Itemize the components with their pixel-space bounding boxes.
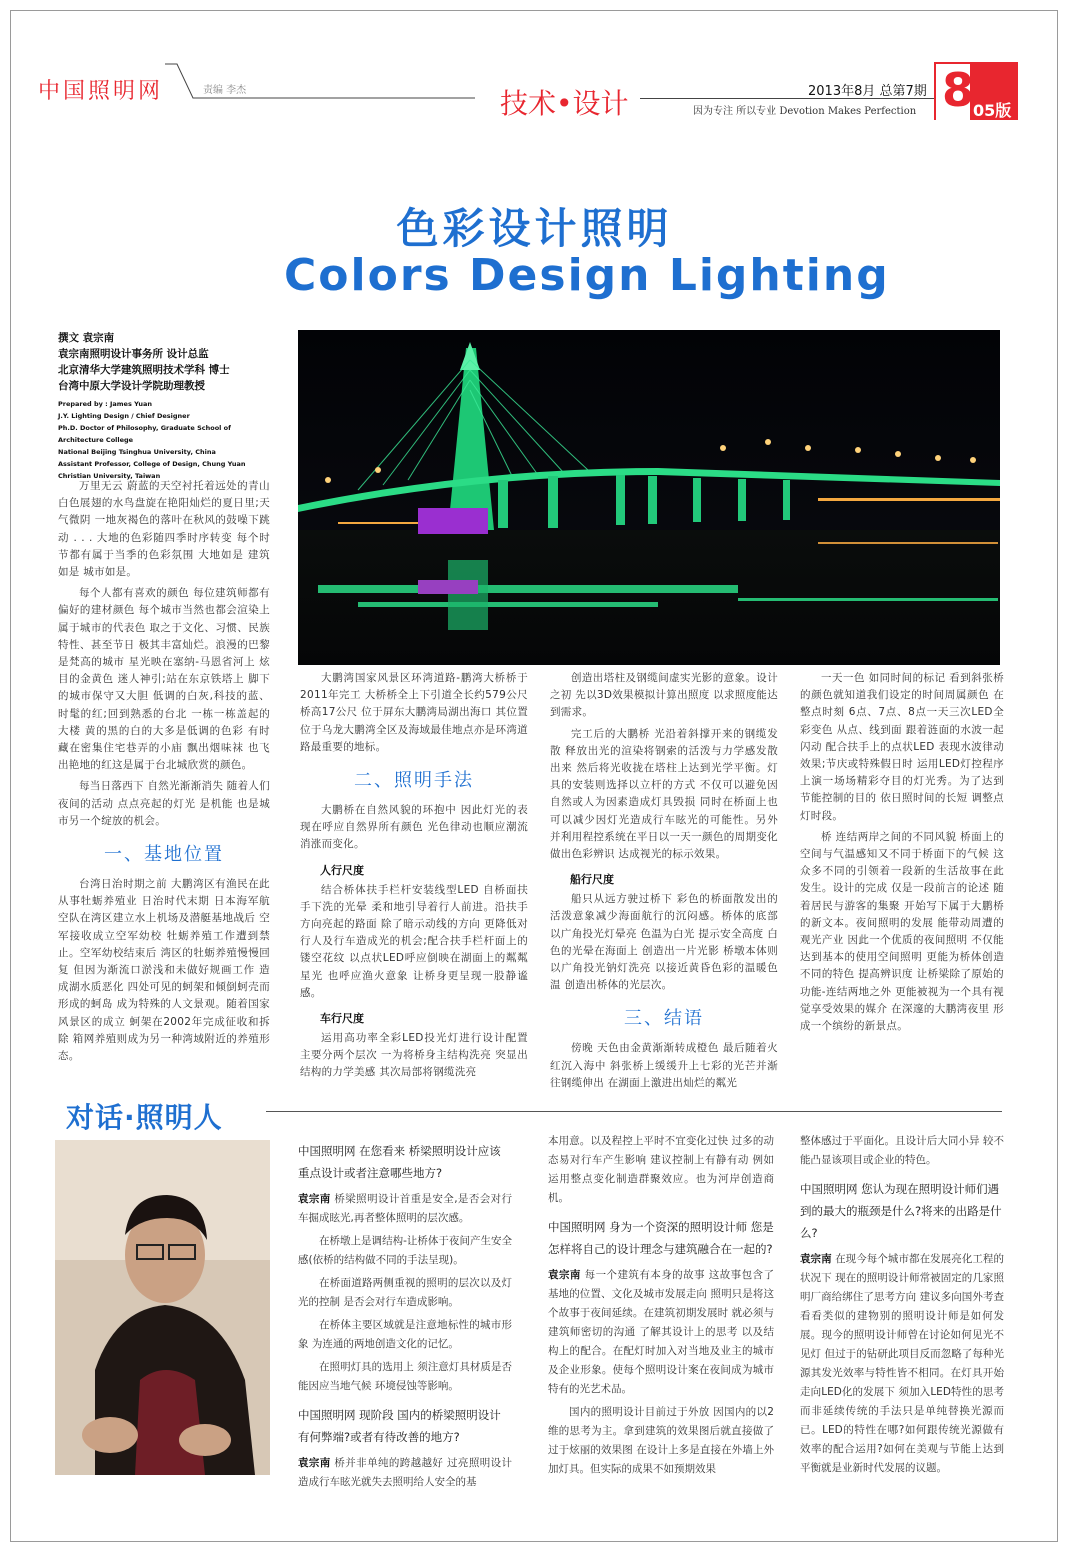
- speaker-name: 袁宗南: [298, 1193, 331, 1205]
- paragraph: 台湾日治时期之前 大鹏湾区有渔民在此从事牡蛎养殖业 日治时代末期 日本海军航空队在湾区建立水上机场及潜艇基地战后 空军接收成立空军幼校 牡蛎养殖工作遭到禁止。空军幼校结束后 湾区的牡蛎养殖慢慢回复 但因为渐流口淤浅和未做好规画工作 造成湖水质恶化 四处可见的蚵架和倾倒蚵壳而形成的蚵岛 成为特殊的人文景观。随着国家风景区的成立 蚵架在2002年完成征收和拆除 箱网养殖则成为另一种湾域附近的养殖形态。: [58, 878, 270, 1063]
- article-column-2: [300, 670, 528, 1086]
- byline-line: 北京清华大学建筑照明技术学科 博士: [58, 364, 230, 376]
- article-column-4: [800, 670, 1004, 1039]
- edition-label: 05版: [973, 101, 1012, 120]
- paragraph: 在桥墩上是调结构-让桥体于夜间产生安全感(依桥的结构做不同的手法呈现)。: [298, 1235, 512, 1266]
- article-title-en: Colors Design Lighting: [284, 250, 890, 301]
- paragraph: 完工后的大鹏桥 光沿着斜撑开来的钢缆发散 释放出光的渲染将钢索的活泼与力学感发散出来 然后将光收拢在塔柱上达到光学平衡。灯具的安装则选择以立杆的方式 不仅可以避免因自然或人为因素造成灯具毁损 同时在桥面上也可以减少因灯光造成行车眩光的可能性。另外 并利用程控系统在平日以一天一颜色的周期变化做出色彩辨识 达成视光的标示效果。: [550, 727, 778, 861]
- section-heading: 一、基地位置: [104, 844, 224, 866]
- paragraph: 每个人都有喜欢的颜色 每位建筑师都有偏好的建材颜色 每个城市当然也都会渲染上属于城市的代表色 取之于文化、习惯、民族特性、甚至节日 极其丰富灿烂。浪漫的巴黎是梵高的城市 星光映在塞纳-马恩省河上 炫目的金黄色 迷人神引;站在东京铁塔上 脚下的城市保守又大胆 低调的白灰,科技的蓝、时髦的红;回到熟悉的台北 一栋一栋盖起的大楼 黄的黑的白的大多是低调的色彩 有时 藏在密集住宅巷弄的小庙 飘出烟味袜 也飞出艳地的红这是属于台北城欣赏的颜色。: [58, 587, 270, 772]
- interview-answer: [548, 1266, 774, 1399]
- answer-text: 在现今每个城市都在发展亮化工程的状况下 现在的照明设计师常被固定的几家照明厂商给绑住了思考方向 建议多向国外考查 看看类似的建物别的照明设计师是如何发展。现今的照明设计师曾在讨论如何见光不见灯 但过于的钻研此项目反而忽略了每种光源其发光效率与特性皆不相同。在灯具开始走向LED化的发展下 须加入LED特性的思考 而非延续传统的手法只是单纯替换光源而已。LED的特性在哪?如何跟传统光源做有效率的配合运用?如何在美观与节能上达到平衡就是业新时代发展的议题。: [800, 1253, 1004, 1474]
- byline-en-line: J.Y. Lighting Design / Chief Designer: [58, 412, 190, 420]
- paragraph: 万里无云 蔚蓝的天空衬托着远处的青山 白色展翅的水鸟盘旋在艳阳灿烂的夏日里;天气微阴 一地灰褐色的落叶在秋风的鼓噪下跳动 . . . 大地的色彩随四季时序转变 每个时节都有属于当季的色彩氛围 大地如是 建筑如是 城市如是。: [58, 480, 270, 579]
- section-heading: 二、照明手法: [354, 770, 474, 792]
- interview-question: 中国照明网 身为一个资深的照明设计师 您是怎样将自己的设计理念与建筑融合在一起的?: [548, 1220, 774, 1256]
- subheading: 船行尺度: [570, 873, 614, 887]
- page-number-digit: 8: [942, 63, 975, 117]
- byline: [58, 330, 273, 482]
- answer-text: 每一个建筑有本身的故事 这故事包含了基地的位置、文化及城市发展走向 照明只是将这个故事于夜间延续。在建筑初期发展时 就必须与建筑师密切的沟通 了解其设计上的思考 以及结构上的配合。在配灯时加入对当地及业主的城市及企业形象。使每个照明设计案在夜间成为城市特有的光艺术品。: [548, 1269, 775, 1395]
- paragraph: 创造出塔柱及钢缆间虚实光影的意象。设计之初 先以3D效果模拟计算出照度 以求照度能达到需求。: [550, 672, 778, 719]
- paragraph: 在照明灯具的选用上 须注意灯具材质是否能因应当地气候 环境侵蚀等影响。: [298, 1361, 512, 1392]
- paragraph: 在桥体主要区域就是注意地标性的城市形象 为连通的两地创造文化的记忆。: [298, 1319, 512, 1350]
- dialogue-rule: [266, 1111, 1002, 1112]
- dialogue-column-3: [800, 1132, 1004, 1482]
- byline-en-line: National Beijing Tsinghua University, China: [58, 448, 216, 456]
- byline-en-line: Prepared by : James Yuan: [58, 400, 152, 408]
- bridge-photo: [298, 330, 1000, 665]
- speaker-name: 袁宗南: [548, 1269, 581, 1281]
- subheading: 人行尺度: [320, 863, 364, 877]
- portrait-photo: [55, 1140, 270, 1475]
- paragraph: 运用高功率全彩LED投光灯进行设计配置 主要分两个层次 一为将桥身主结构洗亮 突显出结构的力学美感 其次局部将钢缆洗亮: [300, 1032, 528, 1079]
- answer-text: 桥并非单纯的跨越越好 过亮照明设计造成行车眩光就失去照明给人安全的基: [298, 1457, 512, 1488]
- paragraph: 国内的照明设计目前过于外放 因国内的以2维的思考为主。拿到建筑的效果图后就直接做了过于炫丽的效果图 在设计上多是直接在外墙上外加灯具。但实际的成果不如预期效果: [548, 1406, 774, 1475]
- dialogue-column-1: [298, 1132, 512, 1496]
- editor-credit: 责编 李杰: [203, 85, 247, 96]
- dialogue-heading: 对话·照明人: [66, 1101, 223, 1134]
- answer-text: 桥梁照明设计首重是安全,是否会对行车掘成眩光,再者整体照明的层次感。: [298, 1193, 512, 1224]
- section-heading: 三、结语: [624, 1008, 704, 1030]
- interview-question: 中国照明网 现阶段 国内的桥梁照明设计 有何弊端?或者有待改善的地方?: [298, 1408, 501, 1444]
- interview-question: 中国照明网 您认为现在照明设计师们遇到的最大的瓶颈是什么?将来的出路是什么?: [800, 1182, 1002, 1240]
- interview-question: 中国照明网 在您看来 桥梁照明设计应该重点设计或者注意哪些地方?: [298, 1144, 501, 1180]
- paragraph: 傍晚 天色由金黄渐渐转成橙色 最后随着火红沉入海中 斜张桥上缓缓升上七彩的光芒并渐往钢缆伸出 在湖面上激进出灿烂的粼光: [550, 1042, 778, 1089]
- byline-line: 袁宗南照明设计事务所 设计总监: [58, 348, 209, 360]
- article-column-1: [58, 478, 270, 1069]
- article-column-3: [550, 670, 778, 1096]
- article-title-cn: 色彩设计照明: [396, 204, 673, 253]
- paragraph: 在桥面道路两侧重视的照明的层次以及灯光的控制 是否会对行车造成影响。: [298, 1277, 512, 1308]
- interview-answer: [800, 1250, 1004, 1478]
- paragraph: 结合桥体扶手栏杆安装线型LED 自桥面扶手下洗的光晕 柔和地引导着行人前进。沿扶手方向亮起的路面 除了暗示动线的方向 更降低对行人及行车造成光的机会;配合扶手栏杆面上的镂空花纹 以点状LED呼应倒映在湖面上的粼粼星光 也呼应渔火意象 让桥身更呈现一股静谧感。: [300, 883, 528, 999]
- site-logo: 中国照明网: [38, 79, 164, 104]
- paragraph: 船只从远方驶过桥下 彩色的桥面散发出的活泼意象减少海面航行的沉闷感。桥体的底部 以广角投光灯晕亮 色温为白光 提示安全高度 白色的光晕在海面上 创造出一片光影 桥墩本体则以广角投光钠灯洗亮 以接近黄昏色彩的温暖色温 创造出桥体的光层次。: [550, 893, 778, 992]
- paragraph: 桥 连结两岸之间的不同风貌 桥面上的空间与气温感知又不同于桥面下的气候 这众多不同的引领着一段新的生活故事在此发生。设计的完成 仅是一段前言的论述 随着居民与游客的集聚 开始写下属于大鹏桥的新文本。夜间照明的发展 能带动周遭的观光产业 因此一个优质的夜间照明 不仅能达到基本的使用空间照明 更能为桥体创造不同的特色 提高辨识度 让桥梁除了原始的功能-连结两地之外 更能被视为一个具有视觉享受效果的媒介 在深邃的大鹏湾夜里 形成一个缤纷的新景点。: [800, 830, 1004, 1033]
- paragraph: 整体感过于平面化。且设计后大同小异 较不能凸显该项目或企业的特色。: [800, 1135, 1004, 1166]
- byline-author: 撰文 袁宗南: [58, 332, 115, 344]
- paragraph: 大鹏湾国家风景区环湾道路-鹏湾大桥桥于2011年完工 大桥桥全上下引道全长约579公尺 桥高17公尺 位于屏东大鹏湾局湖出海口 其位置位于乌龙大鹏湾全区及海域最佳地点亦是环湾道路最重要的地标。: [300, 672, 528, 753]
- paragraph: 本用意。以及程控上平时不宜变化过快 过多的动态易对行车产生影响 建议控制上有静有动 例如运用整点变化制造群聚效应。也为河岸创造商机。: [548, 1135, 774, 1204]
- paragraph: 大鹏桥在自然风貌的环抱中 因此灯光的表现在呼应自然界所有颜色 光色律动也顺应潮流消涨而变化。: [300, 804, 528, 851]
- speaker-name: 袁宗南: [298, 1457, 331, 1469]
- subheading: 车行尺度: [320, 1012, 364, 1026]
- speaker-name: 袁宗南: [800, 1253, 832, 1265]
- date-issue: 2013年8月 总第7期: [808, 84, 927, 99]
- slogan: 因为专注 所以专业 Devotion Makes Perfection: [693, 106, 917, 117]
- byline-en-line: Assistant Professor, College of Design, Chung Yuan Christian University, Taiwan: [58, 460, 246, 480]
- section-title: 技术•设计: [500, 87, 629, 120]
- byline-line: 台湾中原大学设计学院助理教授: [58, 380, 205, 392]
- interview-answer: [298, 1454, 512, 1492]
- interview-answer: [298, 1190, 512, 1228]
- paragraph: 每当日落西下 自然光渐渐消失 随着人们夜间的活动 点点亮起的灯光 是机能 也是城市另一个绽放的机会。: [58, 780, 270, 827]
- paragraph: 一天一色 如同时间的标记 看到斜张桥的颜色就知道我们设定的时间周属颜色 在整点时刻 6点、7点、8点一天三次LED全彩变色 从点、线到面 跟着涟面的水波一起闪动 配合扶手上的点状LED 表现水波律动效果;节庆或特殊假日时 运用LED灯控程序 上演一场场精彩夺目的灯光秀。为了达到节能控制的目的 依日照时间的长短 调整点灯时段。: [800, 672, 1004, 822]
- byline-en-line: Ph.D. Doctor of Philosophy, Graduate School of Architecture College: [58, 424, 231, 444]
- dialogue-column-2: [548, 1132, 774, 1483]
